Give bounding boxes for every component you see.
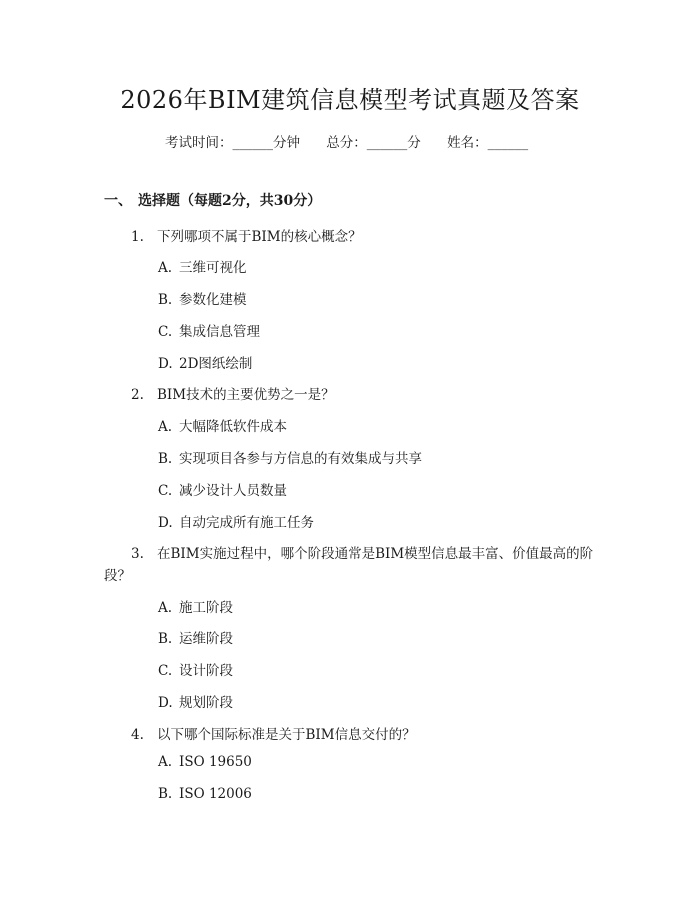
option-text: 2D图纸绘制 bbox=[179, 356, 253, 372]
question-1 bbox=[131, 225, 362, 245]
question-1-option-a bbox=[158, 256, 247, 276]
total-score-label: 总分： bbox=[326, 135, 367, 151]
question-1-option-b bbox=[158, 288, 247, 308]
option-text: 实现项目各参与方信息的有效集成与共享 bbox=[179, 451, 422, 467]
question-2-option-b bbox=[158, 447, 422, 467]
option-letter: B. bbox=[158, 292, 173, 308]
question-3-option-b bbox=[158, 627, 233, 647]
option-letter: B. bbox=[158, 631, 173, 647]
option-text: ISO 19650 bbox=[179, 754, 252, 770]
question-4-option-a bbox=[158, 754, 252, 770]
question-3-option-a bbox=[158, 596, 233, 616]
page-title: 2026年BIM建筑信息模型考试真题及答案 bbox=[120, 86, 580, 114]
exam-time-field bbox=[165, 135, 300, 151]
total-score-blank: ______分 bbox=[366, 135, 421, 151]
option-letter: A. bbox=[158, 419, 173, 435]
question-text-line-1: 在BIM实施过程中，哪个阶段通常是BIM模型信息最丰富、价值最高的阶 bbox=[157, 546, 594, 562]
question-text: 下列哪项不属于BIM的核心概念？ bbox=[157, 229, 362, 245]
option-letter: B. bbox=[158, 786, 173, 802]
question-text-line-2: 段？ bbox=[104, 568, 131, 584]
option-letter: A. bbox=[158, 260, 173, 276]
option-text: 三维可视化 bbox=[179, 260, 247, 276]
question-number: 3. bbox=[131, 546, 144, 562]
section-number: 一、 bbox=[104, 193, 132, 209]
option-letter: D. bbox=[158, 515, 173, 531]
question-number: 4. bbox=[131, 727, 144, 743]
option-text: 参数化建模 bbox=[179, 292, 247, 308]
name-label: 姓名： bbox=[447, 135, 488, 151]
option-letter: A. bbox=[158, 754, 173, 770]
option-text: 集成信息管理 bbox=[179, 324, 260, 340]
question-number: 1. bbox=[131, 229, 144, 245]
option-text: 大幅降低软件成本 bbox=[179, 419, 287, 435]
option-letter: B. bbox=[158, 451, 173, 467]
option-text: 自动完成所有施工任务 bbox=[179, 515, 314, 531]
option-letter: A. bbox=[158, 600, 173, 616]
question-1-option-c bbox=[158, 320, 260, 340]
option-text: 运维阶段 bbox=[179, 631, 233, 647]
exam-time-blank: ______分钟 bbox=[232, 135, 300, 151]
question-number: 2. bbox=[131, 387, 144, 403]
question-3-option-c bbox=[158, 659, 233, 679]
question-2 bbox=[131, 383, 335, 403]
question-3-continuation bbox=[104, 564, 131, 584]
option-letter: D. bbox=[158, 695, 173, 711]
question-4-option-b bbox=[158, 786, 252, 802]
question-2-option-d bbox=[158, 511, 314, 531]
question-3 bbox=[131, 542, 593, 562]
option-text: 减少设计人员数量 bbox=[179, 483, 287, 499]
question-text: BIM技术的主要优势之一是？ bbox=[157, 387, 335, 403]
option-letter: C. bbox=[158, 324, 173, 340]
section-title: 选择题（每题2分，共30分） bbox=[138, 193, 322, 209]
name-blank: ______ bbox=[487, 135, 529, 151]
option-text: 施工阶段 bbox=[179, 600, 233, 616]
question-2-option-a bbox=[158, 415, 287, 435]
option-letter: D. bbox=[158, 356, 173, 372]
total-score-field bbox=[326, 135, 421, 151]
exam-info-line bbox=[165, 131, 550, 151]
section-heading bbox=[104, 190, 321, 210]
option-letter: C. bbox=[158, 663, 173, 679]
question-3-option-d bbox=[158, 691, 233, 711]
option-text: 规划阶段 bbox=[179, 695, 233, 711]
option-letter: C. bbox=[158, 483, 173, 499]
exam-time-label: 考试时间： bbox=[165, 135, 233, 151]
question-4 bbox=[131, 723, 416, 743]
name-field bbox=[447, 135, 528, 151]
option-text: ISO 12006 bbox=[179, 786, 252, 802]
question-1-option-d bbox=[158, 352, 252, 372]
question-2-option-c bbox=[158, 479, 287, 499]
option-text: 设计阶段 bbox=[179, 663, 233, 679]
question-text: 以下哪个国际标准是关于BIM信息交付的？ bbox=[157, 727, 416, 743]
